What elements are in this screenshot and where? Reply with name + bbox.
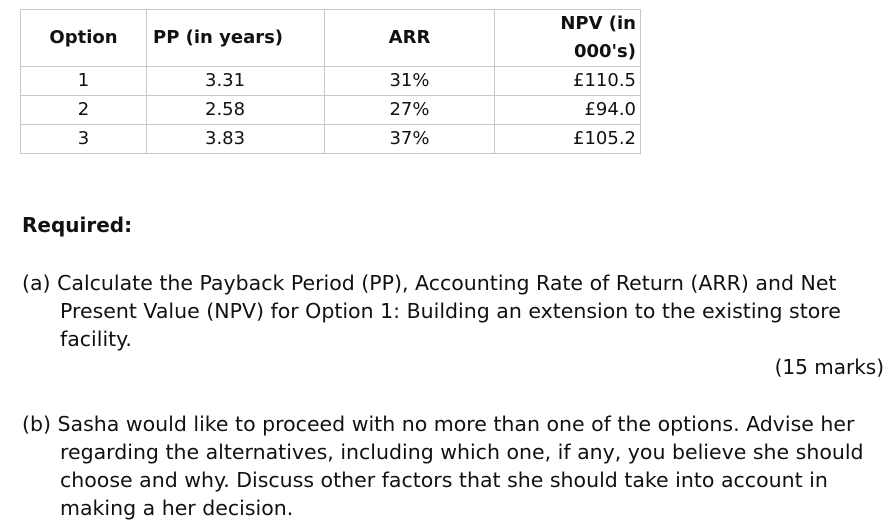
- cell-arr: 37%: [325, 125, 495, 154]
- cell-pp: 3.31: [147, 67, 325, 96]
- header-npv: NPV (in 000's): [495, 10, 641, 67]
- cell-option: 1: [21, 67, 147, 96]
- cell-pp: 3.83: [147, 125, 325, 154]
- table-row: [21, 67, 641, 96]
- cell-npv: £105.2: [495, 125, 641, 154]
- cell-option: 3: [21, 125, 147, 154]
- question-a-text: (a) Calculate the Payback Period (PP), Accounting Rate of Return (ARR) and Net Present Value (NPV) for Option 1: Building an extension to the existing store facility.: [22, 271, 841, 351]
- question-a-marks: (15 marks): [774, 355, 884, 379]
- cell-npv: £110.5: [495, 67, 641, 96]
- header-arr: ARR: [325, 10, 495, 67]
- question-b-text: (b) Sasha would like to proceed with no more than one of the options. Advise her regarding the alternatives, including which one, if any, you believe she should choose and why. Discuss other factors that she should take into account in making a her decision.: [22, 412, 864, 520]
- cell-npv: £94.0: [495, 96, 641, 125]
- cell-arr: 27%: [325, 96, 495, 125]
- cell-pp: 2.58: [147, 96, 325, 125]
- header-option: Option: [21, 10, 147, 67]
- table-row: [21, 125, 641, 154]
- question-a: [22, 269, 888, 353]
- question-b: [22, 410, 888, 522]
- table-header-row: [21, 10, 641, 67]
- cell-option: 2: [21, 96, 147, 125]
- table-row: [21, 96, 641, 125]
- required-heading: Required:: [22, 213, 133, 237]
- header-pp: PP (in years): [147, 10, 325, 67]
- options-table: [20, 9, 641, 154]
- cell-arr: 31%: [325, 67, 495, 96]
